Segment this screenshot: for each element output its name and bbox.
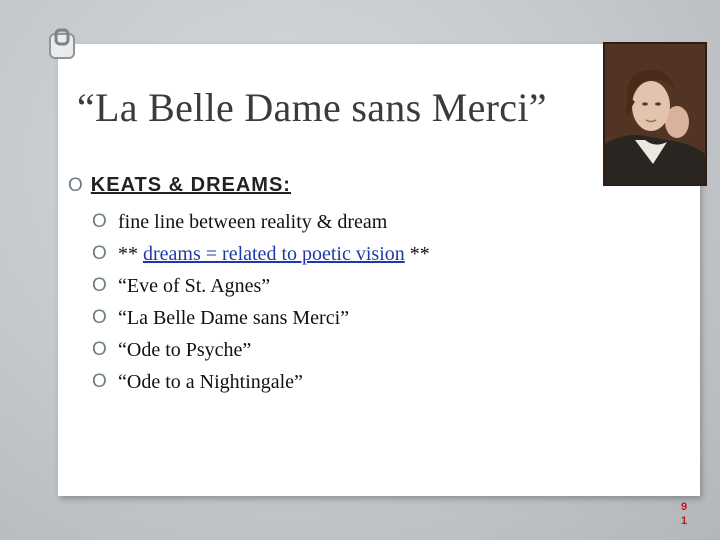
bullet-icon: O — [92, 243, 107, 264]
heading-text: KEATS & DREAMS: — [90, 174, 291, 196]
paperclip-icon — [47, 28, 77, 64]
list-item-text: fine line between reality & dream — [118, 210, 388, 233]
keats-portrait-image — [603, 42, 707, 186]
list-item — [92, 302, 430, 334]
list-item — [92, 238, 430, 270]
list-item-suffix: ** — [404, 242, 430, 265]
section-heading — [68, 174, 291, 197]
list-item — [92, 270, 430, 302]
slide-title: “La Belle Dame sans Merci” — [77, 85, 547, 130]
list-item — [92, 206, 430, 238]
bullet-icon: O — [92, 211, 107, 232]
bullet-icon: O — [68, 174, 83, 196]
list-item — [92, 334, 430, 366]
list-item-text: “Ode to a Nightingale” — [118, 370, 303, 393]
bullet-icon: O — [92, 307, 107, 328]
list-item-text: “Eve of St. Agnes” — [118, 274, 271, 297]
slide-number: 9 1 — [680, 501, 688, 527]
bullet-list — [92, 206, 430, 398]
list-item — [92, 366, 430, 398]
list-item-prefix: ** — [118, 242, 143, 265]
poetic-vision-link[interactable]: dreams = related to poetic vision — [143, 242, 405, 265]
list-item-text: “Ode to Psyche” — [118, 338, 252, 361]
bullet-icon: O — [92, 339, 107, 360]
bullet-icon: O — [92, 371, 107, 392]
bullet-icon: O — [92, 275, 107, 296]
list-item-text: “La Belle Dame sans Merci” — [118, 306, 350, 329]
